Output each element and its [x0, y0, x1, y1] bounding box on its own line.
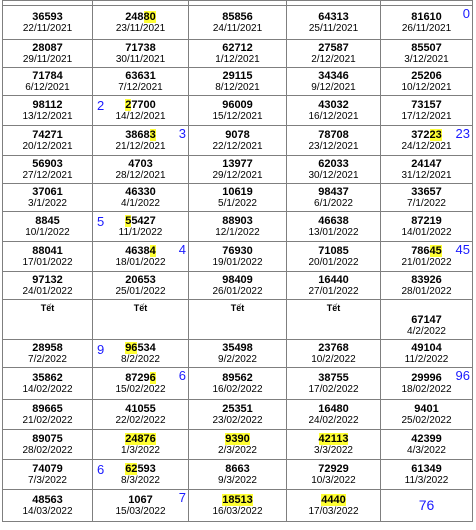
highlighted-digits: 45 — [429, 244, 442, 257]
result-cell — [287, 490, 381, 522]
result-cell — [381, 212, 473, 242]
draw-date: 3/12/2021 — [404, 53, 449, 65]
result-number: 37223 — [411, 128, 442, 141]
result-cell — [3, 300, 93, 340]
result-number: 16480 — [318, 402, 349, 415]
result-cell — [287, 6, 381, 40]
draw-date: 15/03/2022 — [115, 505, 166, 517]
result-number: 8845 — [35, 214, 60, 227]
draw-date: 4/1/2022 — [121, 197, 160, 209]
result-number: 20653 — [125, 273, 156, 286]
draw-date: 21/02/2022 — [22, 414, 73, 426]
highlighted-digits: 80 — [143, 10, 156, 23]
draw-date: 24/11/2021 — [212, 22, 263, 34]
result-cell — [381, 126, 473, 156]
result-cell — [3, 340, 93, 368]
draw-date: 1/12/2021 — [215, 53, 260, 65]
result-cell — [93, 40, 189, 68]
draw-date: 28/01/2022 — [401, 285, 452, 297]
results-row — [3, 212, 473, 242]
annotation-note: 6 — [178, 368, 186, 383]
draw-date: 24/02/2022 — [308, 414, 359, 426]
result-cell — [189, 6, 287, 40]
draw-date: 8/12/2021 — [215, 81, 260, 93]
result-number: 71085 — [318, 244, 349, 257]
result-cell — [3, 156, 93, 184]
result-number: 36593 — [32, 10, 63, 23]
result-number: 35862 — [32, 371, 63, 384]
result-number: 87219 — [411, 214, 442, 227]
result-cell — [381, 96, 473, 126]
result-cell — [381, 340, 473, 368]
annotation-note: 4 — [178, 242, 186, 257]
result-cell — [93, 368, 189, 400]
annotation-note: 2 — [97, 98, 105, 113]
result-number: 89562 — [222, 371, 253, 384]
results-row — [3, 400, 473, 430]
result-number: 83926 — [411, 273, 442, 286]
result-cell — [381, 430, 473, 460]
holiday-label: Tết — [326, 303, 341, 313]
draw-date: 12/1/2022 — [215, 226, 260, 238]
annotation-note: 6 — [97, 462, 105, 477]
result-number: 41055 — [125, 402, 156, 415]
annotation-note: 5 — [97, 214, 105, 229]
result-cell — [93, 460, 189, 490]
results-row — [3, 340, 473, 368]
holiday-label: Tết — [40, 303, 55, 313]
result-cell — [189, 272, 287, 300]
results-row — [3, 126, 473, 156]
result-cell — [189, 340, 287, 368]
highlighted-digits: 9390 — [225, 432, 250, 445]
result-number: 35498 — [222, 341, 253, 354]
result-number: 38755 — [318, 371, 349, 384]
result-cell — [93, 242, 189, 272]
draw-date: 27/12/2021 — [22, 169, 73, 181]
result-number: 23768 — [318, 341, 349, 354]
draw-date: 26/01/2022 — [212, 285, 263, 297]
result-number: 63631 — [125, 69, 156, 82]
result-cell — [287, 126, 381, 156]
result-number: 46330 — [125, 185, 156, 198]
draw-date: 8/3/2022 — [121, 474, 160, 486]
annotation-note: 0 — [462, 6, 470, 21]
result-number: 28087 — [32, 41, 63, 54]
draw-date: 17/03/2022 — [308, 505, 359, 517]
result-number: 38683 — [125, 128, 156, 141]
draw-date: 16/02/2022 — [212, 383, 263, 395]
result-number: 8663 — [225, 462, 250, 475]
result-cell — [287, 300, 381, 340]
result-number: 73157 — [411, 98, 442, 111]
highlighted-digits: 42113 — [318, 432, 349, 445]
draw-date: 24/01/2022 — [22, 285, 73, 297]
result-cell — [3, 272, 93, 300]
result-number: 85856 — [222, 10, 253, 23]
result-number: 29115 — [222, 69, 253, 82]
result-number: 25206 — [411, 69, 442, 82]
draw-date: 1/3/2022 — [121, 444, 160, 456]
highlighted-digits: 6 — [149, 371, 156, 384]
draw-date: 7/2/2022 — [28, 353, 67, 365]
result-number: 98112 — [32, 98, 63, 111]
draw-date: 18/02/2022 — [401, 383, 452, 395]
draw-date: 13/01/2022 — [308, 226, 359, 238]
draw-date: 23/12/2021 — [308, 140, 359, 152]
draw-date: 2/3/2022 — [218, 444, 257, 456]
result-cell — [93, 300, 189, 340]
result-cell — [381, 368, 473, 400]
result-cell — [381, 184, 473, 212]
draw-date: 16/03/2022 — [212, 505, 263, 517]
draw-date: 8/2/2022 — [121, 353, 160, 365]
results-row — [3, 460, 473, 490]
draw-date: 20/12/2021 — [22, 140, 73, 152]
annotation-note: 76 — [418, 496, 435, 513]
draw-date: 15/02/2022 — [115, 383, 166, 395]
result-cell — [93, 340, 189, 368]
results-row — [3, 300, 473, 340]
draw-date: 25/02/2022 — [401, 414, 452, 426]
annotation-note: 7 — [178, 490, 186, 505]
result-cell — [189, 126, 287, 156]
highlighted-digits: 24876 — [125, 432, 156, 445]
result-number: 55427 — [125, 214, 156, 227]
result-cell — [287, 242, 381, 272]
draw-date: 4/2/2022 — [407, 326, 446, 337]
draw-date: 7/12/2021 — [118, 81, 163, 93]
result-cell — [93, 96, 189, 126]
result-number: 9078 — [225, 128, 250, 141]
result-cell — [287, 96, 381, 126]
result-cell — [287, 272, 381, 300]
result-number — [287, 433, 380, 445]
draw-date: 25/01/2022 — [115, 285, 166, 297]
draw-date: 10/12/2021 — [401, 81, 452, 93]
draw-date: 16/12/2021 — [308, 110, 359, 122]
draw-date: 31/12/2021 — [401, 169, 452, 181]
result-number: 78708 — [318, 128, 349, 141]
result-cell — [381, 156, 473, 184]
result-number: 33657 — [411, 185, 442, 198]
result-number: 87296 — [125, 371, 156, 384]
result-number: 56903 — [32, 157, 63, 170]
draw-date: 14/12/2021 — [115, 110, 166, 122]
result-cell — [381, 400, 473, 430]
results-row — [3, 272, 473, 300]
result-number: 97132 — [32, 273, 63, 286]
result-cell — [93, 156, 189, 184]
draw-date: 22/11/2021 — [22, 22, 73, 34]
result-cell — [3, 460, 93, 490]
result-cell — [287, 430, 381, 460]
result-number: 46384 — [125, 244, 156, 257]
draw-date: 7/3/2022 — [28, 474, 67, 486]
result-number: 67147 — [411, 314, 442, 326]
results-table — [2, 0, 473, 522]
result-cell — [381, 272, 473, 300]
result-cell — [381, 460, 473, 490]
result-number: 76930 — [222, 244, 253, 257]
result-number: 49104 — [411, 341, 442, 354]
result-cell — [93, 6, 189, 40]
draw-date: 6/1/2022 — [314, 197, 353, 209]
result-cell — [3, 430, 93, 460]
result-number: 10619 — [222, 185, 253, 198]
result-cell — [287, 212, 381, 242]
annotation-note: 96 — [455, 368, 470, 383]
draw-date: 6/12/2021 — [25, 81, 70, 93]
draw-date: 24/12/2021 — [401, 140, 452, 152]
draw-date: 22/12/2021 — [212, 140, 263, 152]
result-number: 88041 — [32, 244, 63, 257]
result-cell — [189, 40, 287, 68]
result-cell — [381, 40, 473, 68]
highlighted-digits: 23 — [429, 128, 442, 141]
draw-date: 29/11/2021 — [22, 53, 73, 65]
result-number: 85507 — [411, 41, 442, 54]
result-cell — [287, 68, 381, 96]
draw-date: 5/1/2022 — [218, 197, 257, 209]
draw-date: 9/12/2021 — [311, 81, 356, 93]
result-cell — [3, 212, 93, 242]
result-cell — [287, 400, 381, 430]
draw-date: 17/01/2022 — [22, 256, 73, 268]
holiday-label: Tết — [133, 303, 148, 313]
result-number: 78645 — [411, 244, 442, 257]
result-cell — [189, 156, 287, 184]
result-number — [189, 494, 286, 506]
result-number: 81610 — [411, 10, 442, 23]
result-cell — [3, 400, 93, 430]
result-cell — [189, 300, 287, 340]
result-cell — [189, 184, 287, 212]
highlighted-digits: 2 — [125, 98, 132, 111]
result-number: 25351 — [222, 402, 253, 415]
results-row — [3, 6, 473, 40]
result-number: 88903 — [222, 214, 253, 227]
result-number: 16440 — [318, 273, 349, 286]
draw-date: 28/12/2021 — [115, 169, 166, 181]
highlighted-digits: 3 — [149, 128, 156, 141]
draw-date: 10/2/2022 — [311, 353, 356, 365]
result-cell — [381, 490, 473, 522]
result-cell — [93, 430, 189, 460]
draw-date: 15/12/2021 — [212, 110, 263, 122]
result-cell — [381, 242, 473, 272]
results-row — [3, 40, 473, 68]
results-row — [3, 490, 473, 522]
result-cell — [3, 490, 93, 522]
result-number — [287, 494, 380, 506]
result-number: 46638 — [318, 214, 349, 227]
result-number: 74079 — [32, 462, 63, 475]
result-cell — [93, 68, 189, 96]
result-number — [93, 433, 188, 445]
result-number: 37061 — [32, 185, 63, 198]
highlighted-digits: 96 — [125, 341, 138, 354]
draw-date: 22/02/2022 — [115, 414, 166, 426]
result-number: 29996 — [411, 371, 442, 384]
result-number: 48563 — [32, 493, 63, 506]
draw-date: 4/3/2022 — [407, 444, 446, 456]
draw-date: 9/3/2022 — [218, 474, 257, 486]
result-cell — [3, 242, 93, 272]
result-cell — [93, 272, 189, 300]
result-cell — [189, 400, 287, 430]
result-cell — [189, 96, 287, 126]
draw-date: 19/01/2022 — [212, 256, 263, 268]
result-number: 28958 — [32, 341, 63, 354]
result-number: 34346 — [318, 69, 349, 82]
result-cell — [93, 126, 189, 156]
result-number: 98409 — [222, 273, 253, 286]
result-number: 89075 — [32, 432, 63, 445]
draw-date: 26/11/2021 — [401, 22, 452, 34]
draw-date: 17/12/2021 — [401, 110, 452, 122]
result-cell — [3, 40, 93, 68]
result-cell — [189, 212, 287, 242]
draw-date: 21/12/2021 — [115, 140, 166, 152]
draw-date: 18/01/2022 — [115, 256, 166, 268]
results-row — [3, 156, 473, 184]
draw-date: 14/01/2022 — [401, 226, 452, 238]
result-cell — [287, 156, 381, 184]
result-number: 1067 — [128, 493, 153, 506]
results-row — [3, 96, 473, 126]
result-number: 42399 — [411, 432, 442, 445]
result-number: 27587 — [318, 41, 349, 54]
result-cell — [189, 430, 287, 460]
result-cell — [93, 212, 189, 242]
result-number: 72929 — [318, 462, 349, 475]
result-cell — [287, 184, 381, 212]
results-row — [3, 68, 473, 96]
result-number: 62712 — [222, 41, 253, 54]
result-cell — [287, 40, 381, 68]
result-number: 96009 — [222, 98, 253, 111]
result-cell — [287, 340, 381, 368]
result-number: 13977 — [222, 157, 253, 170]
highlighted-digits: 5 — [125, 214, 132, 227]
result-cell — [3, 184, 93, 212]
draw-date: 27/01/2022 — [308, 285, 359, 297]
result-number: 24147 — [411, 157, 442, 170]
results-row — [3, 242, 473, 272]
holiday-label: Tết — [230, 303, 245, 313]
result-cell — [189, 368, 287, 400]
draw-date: 17/02/2022 — [308, 383, 359, 395]
result-cell — [381, 68, 473, 96]
result-number: 98437 — [318, 185, 349, 198]
result-number: 27700 — [125, 98, 156, 111]
result-cell — [381, 300, 473, 340]
draw-date: 21/01/2022 — [401, 256, 452, 268]
draw-date: 23/02/2022 — [212, 414, 263, 426]
draw-date: 11/3/2022 — [404, 474, 449, 486]
result-number: 24880 — [125, 10, 156, 23]
result-number: 71738 — [125, 41, 156, 54]
draw-date: 20/01/2022 — [308, 256, 359, 268]
draw-date: 14/03/2022 — [22, 505, 73, 517]
draw-date: 10/3/2022 — [311, 474, 356, 486]
result-number: 4703 — [128, 157, 153, 170]
highlighted-digits: 4440 — [321, 493, 346, 506]
result-cell — [3, 126, 93, 156]
result-number: 9401 — [414, 402, 439, 415]
draw-date: 23/11/2021 — [115, 22, 166, 34]
draw-date: 9/2/2022 — [218, 353, 257, 365]
draw-date: 30/11/2021 — [115, 53, 166, 65]
highlighted-digits: 4 — [149, 244, 156, 257]
draw-date: 28/02/2022 — [22, 444, 73, 456]
results-row — [3, 368, 473, 400]
draw-date: 10/1/2022 — [25, 226, 70, 238]
draw-date: 3/3/2022 — [314, 444, 353, 456]
result-number: 74271 — [32, 128, 63, 141]
results-row — [3, 184, 473, 212]
draw-date: 30/12/2021 — [308, 169, 359, 181]
result-number: 62033 — [318, 157, 349, 170]
result-cell — [3, 96, 93, 126]
result-cell — [287, 368, 381, 400]
draw-date: 14/02/2022 — [22, 383, 73, 395]
result-number: 62593 — [125, 462, 156, 475]
draw-date: 3/1/2022 — [28, 197, 67, 209]
draw-date: 13/12/2021 — [22, 110, 73, 122]
result-number: 64313 — [318, 10, 349, 23]
result-number — [189, 433, 286, 445]
annotation-note: 9 — [97, 342, 105, 357]
result-cell — [93, 400, 189, 430]
result-cell — [3, 68, 93, 96]
annotation-note: 3 — [178, 126, 186, 141]
result-cell — [3, 368, 93, 400]
result-cell — [3, 6, 93, 40]
result-number: 96534 — [125, 341, 156, 354]
highlighted-digits: 18513 — [222, 493, 253, 506]
draw-date: 11/2/2022 — [404, 353, 449, 365]
result-number: 43032 — [318, 98, 349, 111]
result-cell — [189, 490, 287, 522]
result-cell — [93, 184, 189, 212]
result-cell — [93, 490, 189, 522]
result-cell — [189, 68, 287, 96]
result-cell — [381, 6, 473, 40]
result-cell — [189, 460, 287, 490]
draw-date: 25/11/2021 — [308, 22, 359, 34]
highlighted-digits: 62 — [125, 462, 138, 475]
results-row — [3, 430, 473, 460]
result-cell — [189, 242, 287, 272]
result-number: 89665 — [32, 402, 63, 415]
result-cell — [287, 460, 381, 490]
draw-date: 2/12/2021 — [311, 53, 356, 65]
draw-date: 29/12/2021 — [212, 169, 263, 181]
result-number: 61349 — [411, 462, 442, 475]
annotation-note: 45 — [455, 242, 470, 257]
draw-date: 11/1/2022 — [118, 226, 163, 238]
draw-date: 7/1/2022 — [407, 197, 446, 209]
result-number: 71784 — [32, 69, 63, 82]
annotation-note: 23 — [455, 126, 470, 141]
